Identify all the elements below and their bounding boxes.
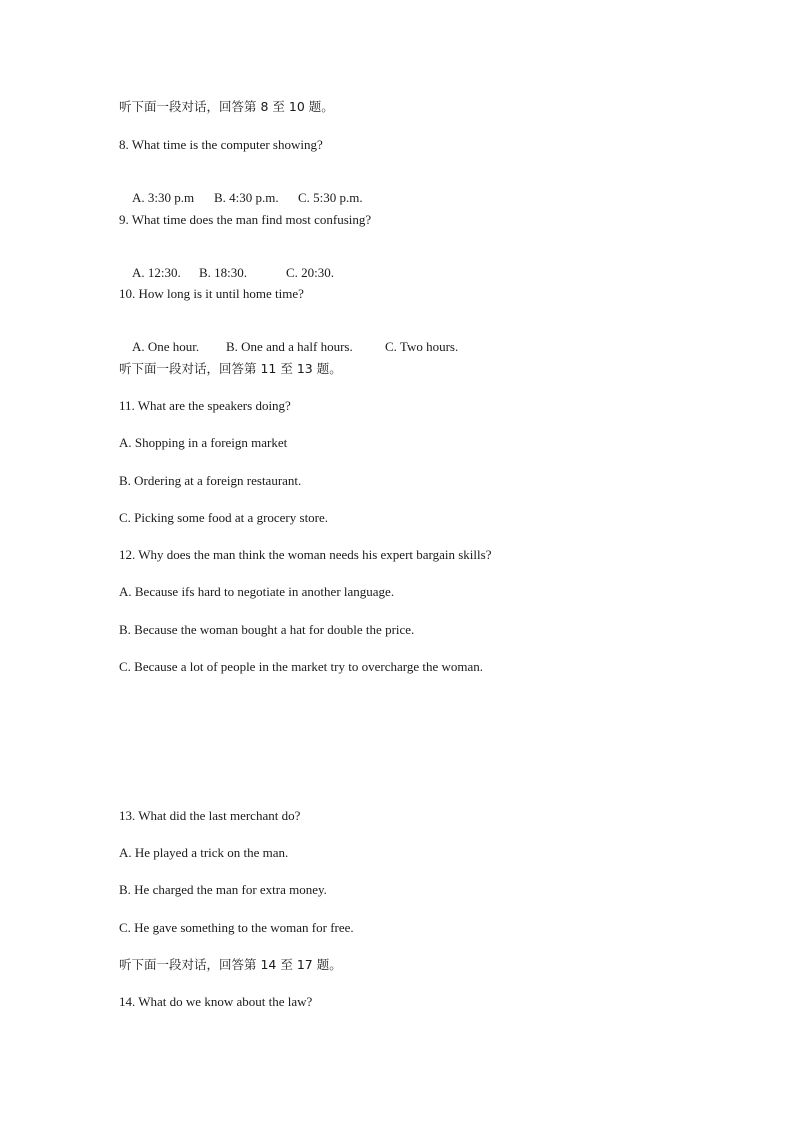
option-13a: A. He played a trick on the man. — [119, 845, 289, 860]
section-instruction-14-17: 听下面一段对话，回答第 14 至 17 题。 — [119, 957, 342, 972]
option-9c: C. 20:30. — [286, 265, 335, 280]
option-8a: A. 3:30 p.m — [132, 190, 195, 205]
option-12c: C. Because a lot of people in the market try to overcharge the woman. — [119, 659, 483, 674]
section-instruction-8-10: 听下面一段对话，回答第 8 至 10 题。 — [119, 99, 334, 114]
option-13b: B. He charged the man for extra money. — [119, 882, 327, 897]
option-12a: A. Because ifs hard to negotiate in another language. — [119, 584, 395, 599]
question-13: 13. What did the last merchant do? — [119, 808, 301, 823]
section-instruction-11-13: 听下面一段对话，回答第 11 至 13 题。 — [119, 361, 342, 376]
option-12b: B. Because the woman bought a hat for double the price. — [119, 622, 415, 637]
option-10b: B. One and a half hours. — [226, 339, 353, 354]
question-14: 14. What do we know about the law? — [119, 994, 313, 1009]
option-8b: B. 4:30 p.m. — [214, 190, 279, 205]
option-11a: A. Shopping in a foreign market — [119, 435, 288, 450]
option-11c: C. Picking some food at a grocery store. — [119, 510, 329, 525]
option-8c: C. 5:30 p.m. — [298, 190, 363, 205]
question-11: 11. What are the speakers doing? — [119, 398, 291, 413]
option-9b: B. 18:30. — [199, 265, 248, 280]
question-8: 8. What time is the computer showing? — [119, 137, 323, 152]
option-10c: C. Two hours. — [385, 339, 459, 354]
option-11b: B. Ordering at a foreign restaurant. — [119, 473, 302, 488]
option-9a: A. 12:30. — [132, 265, 181, 280]
option-13c: C. He gave something to the woman for free. — [119, 920, 354, 935]
question-12: 12. Why does the man think the woman needs his expert bargain skills? — [119, 547, 492, 562]
question-10: 10. How long is it until home time? — [119, 286, 304, 301]
question-9: 9. What time does the man find most confusing? — [119, 212, 372, 227]
option-10a: A. One hour. — [132, 339, 200, 354]
